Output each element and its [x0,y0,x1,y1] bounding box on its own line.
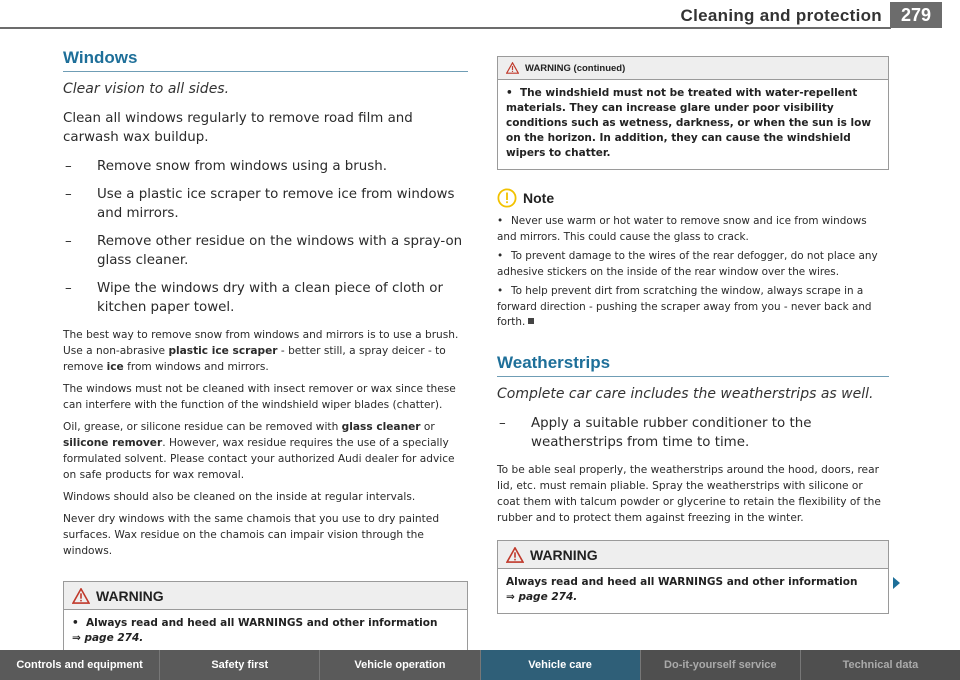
left-column [63,48,468,655]
warning-text: Always read and heed all WARNINGS and other information [506,575,858,588]
windows-paragraph-chamois: Never dry windows with the same chamois that you use to dry painted surfaces. Wax residue on the chamois can impair vision through the windows. [63,513,440,557]
header-rule [0,27,891,29]
text-run: - better still, a spray deicer - to remove [63,345,446,373]
note-item [497,284,889,331]
page-reference-link[interactable]: ⇒ page 274. [72,632,144,644]
tab-vehicle-operation[interactable]: Vehicle operation [320,650,480,680]
text-run-bold: ice [106,361,124,373]
bullet: • [506,87,513,99]
text-run-bold: silicone remover [63,437,163,449]
warning-continued-title: WARNING (continued) [525,62,626,74]
bullet: • [497,285,504,297]
warning-continued-box [497,56,889,170]
warning-continued-text: The windshield must not be treated with water-repellent materials. They can increase glare under poor visibility conditions such as wetness, darkness, or when the sun is low on the horizon. In addition, they can cause the windshield wipers to chatter. [506,87,872,159]
warning-title: WARNING [96,588,164,604]
right-column [497,56,889,614]
text-run: Oil, grease, or silicone residue can be removed with [63,421,342,433]
bullet: • [497,250,504,262]
warning-body [64,610,467,654]
bullet: • [497,215,504,227]
warning-body [498,569,888,613]
note-text: Never use warm or hot water to remove snow and ice from windows and mirrors. This could cause the glass to crack. [497,215,867,243]
text-run: or [420,421,435,433]
weatherstrips-heading: Weatherstrips [497,353,889,377]
weatherstrips-steps [497,414,889,452]
note-item [497,214,889,245]
tab-vehicle-care[interactable]: Vehicle care [481,650,641,680]
list-item: – Remove other residue on the windows with a spray-on glass cleaner. [63,232,468,270]
weatherstrips-subtitle: Complete car care includes the weatherstrips as well. [497,385,874,402]
windows-paragraph-snow [63,327,468,375]
weatherstrips-warning-box [497,540,889,614]
page-reference-link[interactable]: ⇒ page 274. [506,590,578,603]
windows-paragraph-oil [63,419,468,483]
warning-triangle-icon [506,62,519,74]
list-item: – Use a plastic ice scraper to remove ice from windows and mirrors. [63,185,468,223]
bullet: • [72,617,79,629]
list-item: – Wipe the windows dry with a clean piece of cloth or kitchen paper towel. [63,279,468,317]
warning-triangle-icon [506,547,524,563]
note-header [497,188,889,208]
header-title: Cleaning and protection [680,6,882,25]
warning-header [64,582,467,610]
tab-technical-data[interactable]: Technical data [801,650,960,680]
footer-nav [0,650,960,680]
tab-do-it-yourself-service[interactable]: Do-it-yourself service [641,650,801,680]
windows-subtitle: Clear vision to all sides. [63,81,230,97]
windows-intro: Clean all windows regularly to remove road film and carwash wax buildup. [63,111,413,145]
windows-steps [63,157,468,317]
windows-warning-box [63,581,468,655]
warning-text: Always read and heed all WARNINGS and other information [86,617,438,629]
list-item: – Remove snow from windows using a brush. [63,157,468,176]
warning-title: WARNING [530,546,598,563]
note-title: Note [523,190,555,206]
warning-header [498,541,888,569]
note-text: To prevent damage to the wires of the rear defogger, do not place any adhesive stickers on the inside of the rear window over the wires. [497,250,878,278]
note-text: To help prevent dirt from scratching the window, always scrape in a forward direction - pushing the scraper away from you - never back and forth. [497,285,872,328]
note-item [497,249,889,280]
windows-paragraph-inside: Windows should also be cleaned on the inside at regular intervals. [63,491,416,503]
warning-continued-body [498,80,888,169]
text-run: from windows and mirrors. [123,361,269,373]
text-run: . However, wax residue requires the use of a specially formulated solvent. Please contact your authorized Audi dealer for advice on safe products for wax removal. [63,437,455,481]
windows-paragraph-insect: The windows must not be cleaned with insect remover or wax since these can interfere with the function of the windshield wiper blades (chatter). [63,383,456,411]
page-number: 279 [890,2,942,28]
continue-arrow-icon [893,577,900,589]
tab-safety-first[interactable]: Safety first [160,650,320,680]
text-run: The best way to remove snow from windows and mirrors is to use a brush. Use a non-abrasive [63,329,459,357]
text-run-bold: plastic ice scraper [168,345,278,357]
windows-heading: Windows [63,48,468,72]
warning-triangle-icon [72,588,90,604]
text-run-bold: glass cleaner [341,421,421,433]
end-of-section-mark [528,318,534,324]
weatherstrips-body: To be able seal properly, the weatherstrips around the hood, doors, rear lid, etc. must remain pliable. Spray the weatherstrips with silicone or coat them with talcum powder or glycerine to retain the flexibility of the rubber and to protect them against freezing in the winter. [497,463,881,524]
note-exclamation-icon [497,188,517,208]
warning-continued-header [498,57,888,80]
tab-controls-and-equipment[interactable]: Controls and equipment [0,650,160,680]
list-item: – Apply a suitable rubber conditioner to the weatherstrips from time to time. [497,414,889,452]
